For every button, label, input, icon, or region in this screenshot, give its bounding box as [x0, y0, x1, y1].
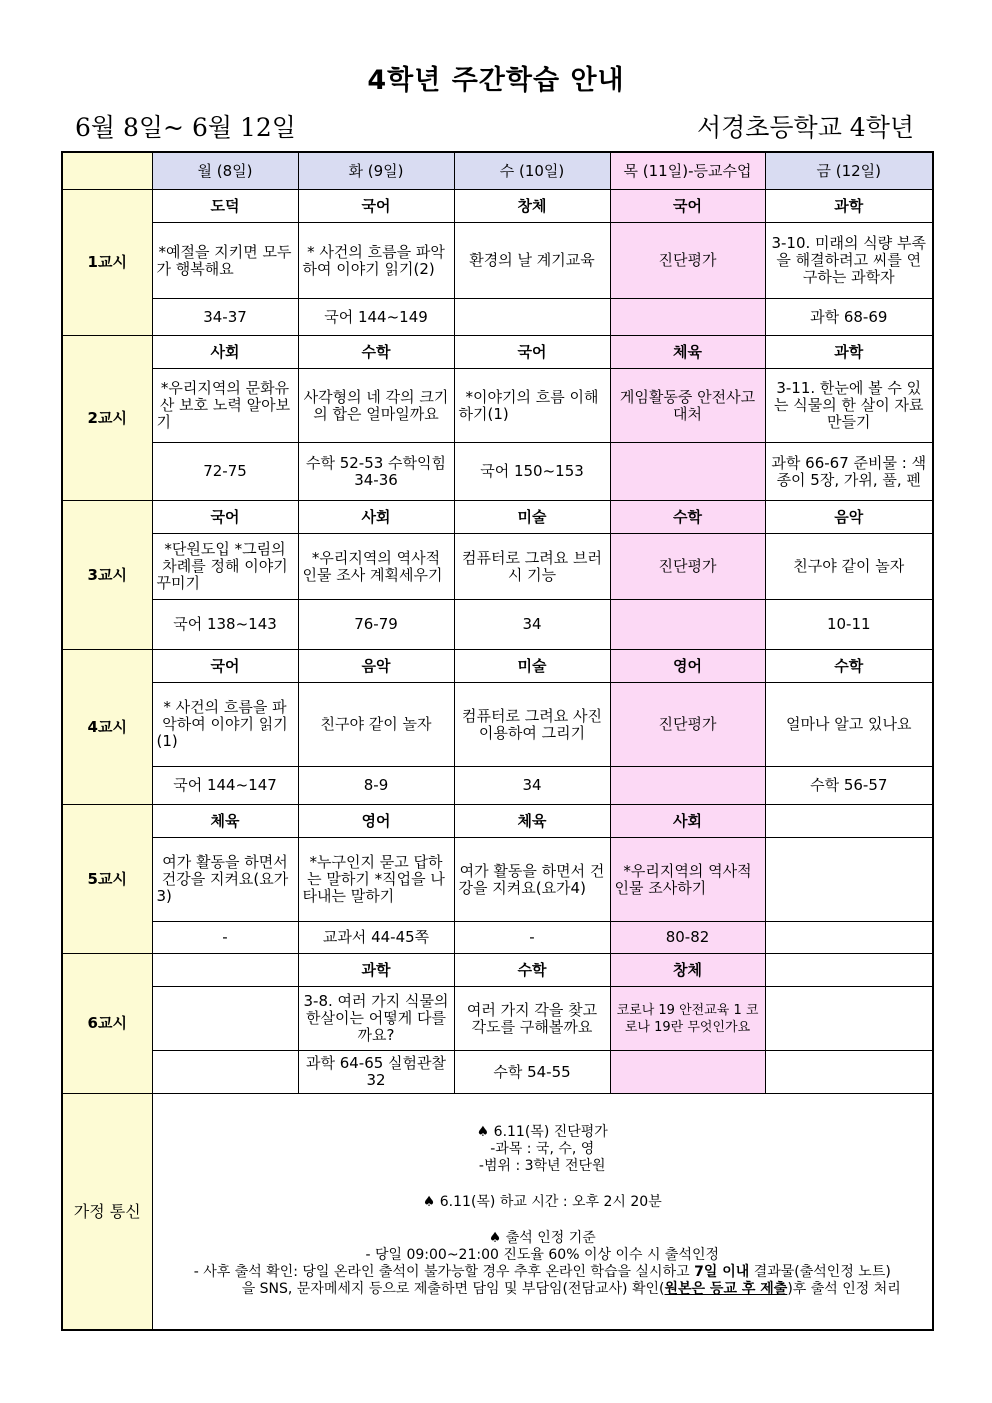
home-notice-row — [62, 1094, 933, 1330]
subject-cell: 국어 — [610, 190, 765, 223]
content-cell — [765, 838, 933, 922]
page-cell: 10-11 — [765, 600, 933, 650]
date-range: 6월 8일~ 6월 12일 — [75, 113, 296, 142]
content-cell — [765, 987, 933, 1051]
period-4-subjects — [62, 650, 933, 683]
subject-cell: 수학 — [610, 501, 765, 534]
content-cell: *우리지역의 역사적 인물 조사 계획세우기 — [298, 534, 454, 600]
page-cell — [610, 299, 765, 336]
subject-cell: 국어 — [298, 190, 454, 223]
attendance-rule-2-text: - 사후 출석 확인: 당일 온라인 출석이 불가능할 경우 추후 온라인 학습을 실시하고 — [193, 1264, 690, 1281]
content-cell: 컴퓨터로 그려요 사진 이용하여 그리기 — [454, 683, 610, 767]
period-6-pages — [62, 1051, 933, 1094]
page-cell — [610, 443, 765, 501]
content-cell: 게임활동중 안전사고 대처 — [610, 369, 765, 443]
attendance-rule-3-end: )후 출석 인정 처리 — [787, 1281, 901, 1298]
subject-cell: 음악 — [298, 650, 454, 683]
content-cell: *예절을 지키면 모두가 행복해요 — [152, 223, 298, 299]
content-cell: 3-11. 한눈에 볼 수 있는 식물의 한 살이 자료 만들기 — [765, 369, 933, 443]
subject-cell: 과학 — [765, 336, 933, 369]
subject-cell: 창체 — [610, 954, 765, 987]
subject-cell: 체육 — [454, 805, 610, 838]
period-label: 1교시 — [62, 190, 152, 336]
period-3-content — [62, 534, 933, 600]
period-2-pages — [62, 443, 933, 501]
page-cell: 76-79 — [298, 600, 454, 650]
page-cell: 국어 138~143 — [152, 600, 298, 650]
content-cell: *우리지역의 문화유산 보호 노력 알아보기 — [152, 369, 298, 443]
subject-cell: 영어 — [610, 650, 765, 683]
day-header-tue: 화 (9일) — [298, 152, 454, 190]
school-name: 서경초등학교 4학년 — [696, 113, 914, 142]
page-cell: 34 — [454, 767, 610, 805]
page-cell: 80-82 — [610, 922, 765, 954]
subject-cell: 과학 — [765, 190, 933, 223]
content-cell: 여러 가지 각을 찾고 각도를 구해볼까요 — [454, 987, 610, 1051]
subject-cell: 수학 — [765, 650, 933, 683]
subject-cell: 사회 — [152, 336, 298, 369]
content-cell: * 사건의 흐름을 파악하여 이야기 읽기(1) — [152, 683, 298, 767]
subject-cell: 영어 — [298, 805, 454, 838]
content-cell: 진단평가 — [610, 683, 765, 767]
content-cell: 컴퓨터로 그려요 브러시 기능 — [454, 534, 610, 600]
page-cell: 수학 54-55 — [454, 1051, 610, 1094]
period-4-pages — [62, 767, 933, 805]
content-cell: 사각형의 네 각의 크기의 합은 얼마일까요 — [298, 369, 454, 443]
attendance-title: ♠ 출석 인정 기준 — [488, 1230, 596, 1247]
subject-cell: 국어 — [152, 650, 298, 683]
page-cell — [765, 922, 933, 954]
page-cell — [765, 1051, 933, 1094]
content-cell: 3-8. 여러 가지 식물의 한살이는 어떻게 다를까요? — [298, 987, 454, 1051]
period-5-content — [62, 838, 933, 922]
subject-cell: 체육 — [610, 336, 765, 369]
period-2-subjects — [62, 336, 933, 369]
attendance-rule-2-result: 결과물(출석인정 노트) — [753, 1264, 891, 1281]
period-label: 6교시 — [62, 954, 152, 1094]
page-cell — [610, 1051, 765, 1094]
page-cell: 72-75 — [152, 443, 298, 501]
attendance-rule-2 — [157, 1264, 929, 1281]
content-cell: 코로나 19 안전교육 1 코로나 19란 무엇인가요 — [610, 987, 765, 1051]
subject-cell: 미술 — [454, 650, 610, 683]
day-header-mon: 월 (8일) — [152, 152, 298, 190]
period-label: 2교시 — [62, 336, 152, 501]
page-cell: - — [454, 922, 610, 954]
day-header-fri: 금 (12일) — [765, 152, 933, 190]
subject-cell: 미술 — [454, 501, 610, 534]
period-5-subjects — [62, 805, 933, 838]
period-1-subjects — [62, 190, 933, 223]
content-cell: *단원도입 *그림의 차례를 정해 이야기 꾸미기 — [152, 534, 298, 600]
subject-cell: 수학 — [454, 954, 610, 987]
day-header-row — [62, 152, 933, 190]
page-cell: 34 — [454, 600, 610, 650]
home-notice-label: 가정 통신 — [62, 1094, 152, 1330]
attendance-deadline: 7일 이내 — [694, 1264, 750, 1281]
page-cell: 과학 66-67 준비물 : 색종이 5장, 가위, 풀, 펜 — [765, 443, 933, 501]
content-cell: 여가 활동을 하면서 건강을 지켜요(요가4) — [454, 838, 610, 922]
day-header-wed: 수 (10일) — [454, 152, 610, 190]
subject-cell: 창체 — [454, 190, 610, 223]
content-cell — [152, 987, 298, 1051]
subject-cell — [765, 805, 933, 838]
period-1-pages — [62, 299, 933, 336]
period-5-pages — [62, 922, 933, 954]
subject-cell: 국어 — [152, 501, 298, 534]
exam-title: ♠ 6.11(목) 진단평가 — [476, 1124, 608, 1141]
period-6-content — [62, 987, 933, 1051]
page-cell — [152, 1051, 298, 1094]
subject-cell — [152, 954, 298, 987]
content-cell: 여가 활동을 하면서 건강을 지켜요(요가3) — [152, 838, 298, 922]
content-cell: 친구야 같이 놀자 — [298, 683, 454, 767]
corner-cell — [62, 152, 152, 190]
content-cell: 친구야 같이 놀자 — [765, 534, 933, 600]
page-cell — [454, 299, 610, 336]
content-cell: 3-10. 미래의 식량 부족을 해결하려고 씨를 연구하는 과학자 — [765, 223, 933, 299]
subject-cell: 도덕 — [152, 190, 298, 223]
page-cell: 교과서 44-45쪽 — [298, 922, 454, 954]
content-cell: *우리지역의 역사적 인물 조사하기 — [610, 838, 765, 922]
attendance-rule-1: - 당일 09:00~21:00 진도율 60% 이상 이수 시 출석인정 — [365, 1247, 720, 1264]
subject-cell — [765, 954, 933, 987]
page-cell: 국어 144~149 — [298, 299, 454, 336]
subject-cell: 수학 — [298, 336, 454, 369]
period-3-subjects — [62, 501, 933, 534]
period-3-pages — [62, 600, 933, 650]
subject-cell: 사회 — [298, 501, 454, 534]
subject-cell: 음악 — [765, 501, 933, 534]
day-header-thu: 목 (11일)-등교수업 — [610, 152, 765, 190]
page-cell: 과학 68-69 — [765, 299, 933, 336]
page-cell — [610, 600, 765, 650]
subject-cell: 국어 — [454, 336, 610, 369]
period-6-subjects — [62, 954, 933, 987]
subject-cell: 과학 — [298, 954, 454, 987]
content-cell: 진단평가 — [610, 534, 765, 600]
page-cell: 수학 52-53 수학익힘 34-36 — [298, 443, 454, 501]
period-1-content — [62, 223, 933, 299]
content-cell: *누구인지 묻고 답하는 말하기 *직업을 나타내는 말하기 — [298, 838, 454, 922]
dismissal-time: ♠ 6.11(목) 하교 시간 : 오후 2시 20분 — [422, 1194, 662, 1211]
content-cell: 얼마나 알고 있나요 — [765, 683, 933, 767]
period-label: 5교시 — [62, 805, 152, 954]
page-title: 4학년 주간학습 안내 — [367, 65, 625, 96]
exam-scope: -범위 : 3학년 전단원 — [478, 1158, 606, 1175]
period-2-content — [62, 369, 933, 443]
content-cell: * 사건의 흐름을 파악하여 이야기 읽기(2) — [298, 223, 454, 299]
page-cell: 과학 64-65 실험관찰 32 — [298, 1051, 454, 1094]
period-label: 4교시 — [62, 650, 152, 805]
period-4-content — [62, 683, 933, 767]
home-notice-content — [152, 1094, 933, 1330]
attendance-rule-3-text: 을 SNS, 문자메세지 등으로 제출하면 담임 및 부담임(전담교사) 확인( — [241, 1281, 665, 1298]
page-cell: - — [152, 922, 298, 954]
attendance-rule-3 — [157, 1281, 929, 1298]
page-cell: 수학 56-57 — [765, 767, 933, 805]
exam-subjects: -과목 : 국, 수, 영 — [490, 1141, 595, 1158]
page-cell: 8-9 — [298, 767, 454, 805]
page-cell: 국어 144~147 — [152, 767, 298, 805]
content-cell: 환경의 날 계기교육 — [454, 223, 610, 299]
subject-cell: 체육 — [152, 805, 298, 838]
weekly-schedule-table — [61, 151, 934, 1331]
subject-cell: 사회 — [610, 805, 765, 838]
period-label: 3교시 — [62, 501, 152, 650]
page-cell: 34-37 — [152, 299, 298, 336]
page-cell: 국어 150~153 — [454, 443, 610, 501]
content-cell: 진단평가 — [610, 223, 765, 299]
content-cell: *이야기의 흐름 이해하기(1) — [454, 369, 610, 443]
page-cell — [610, 767, 765, 805]
attendance-original-note: 원본은 등교 후 제출 — [664, 1281, 788, 1298]
